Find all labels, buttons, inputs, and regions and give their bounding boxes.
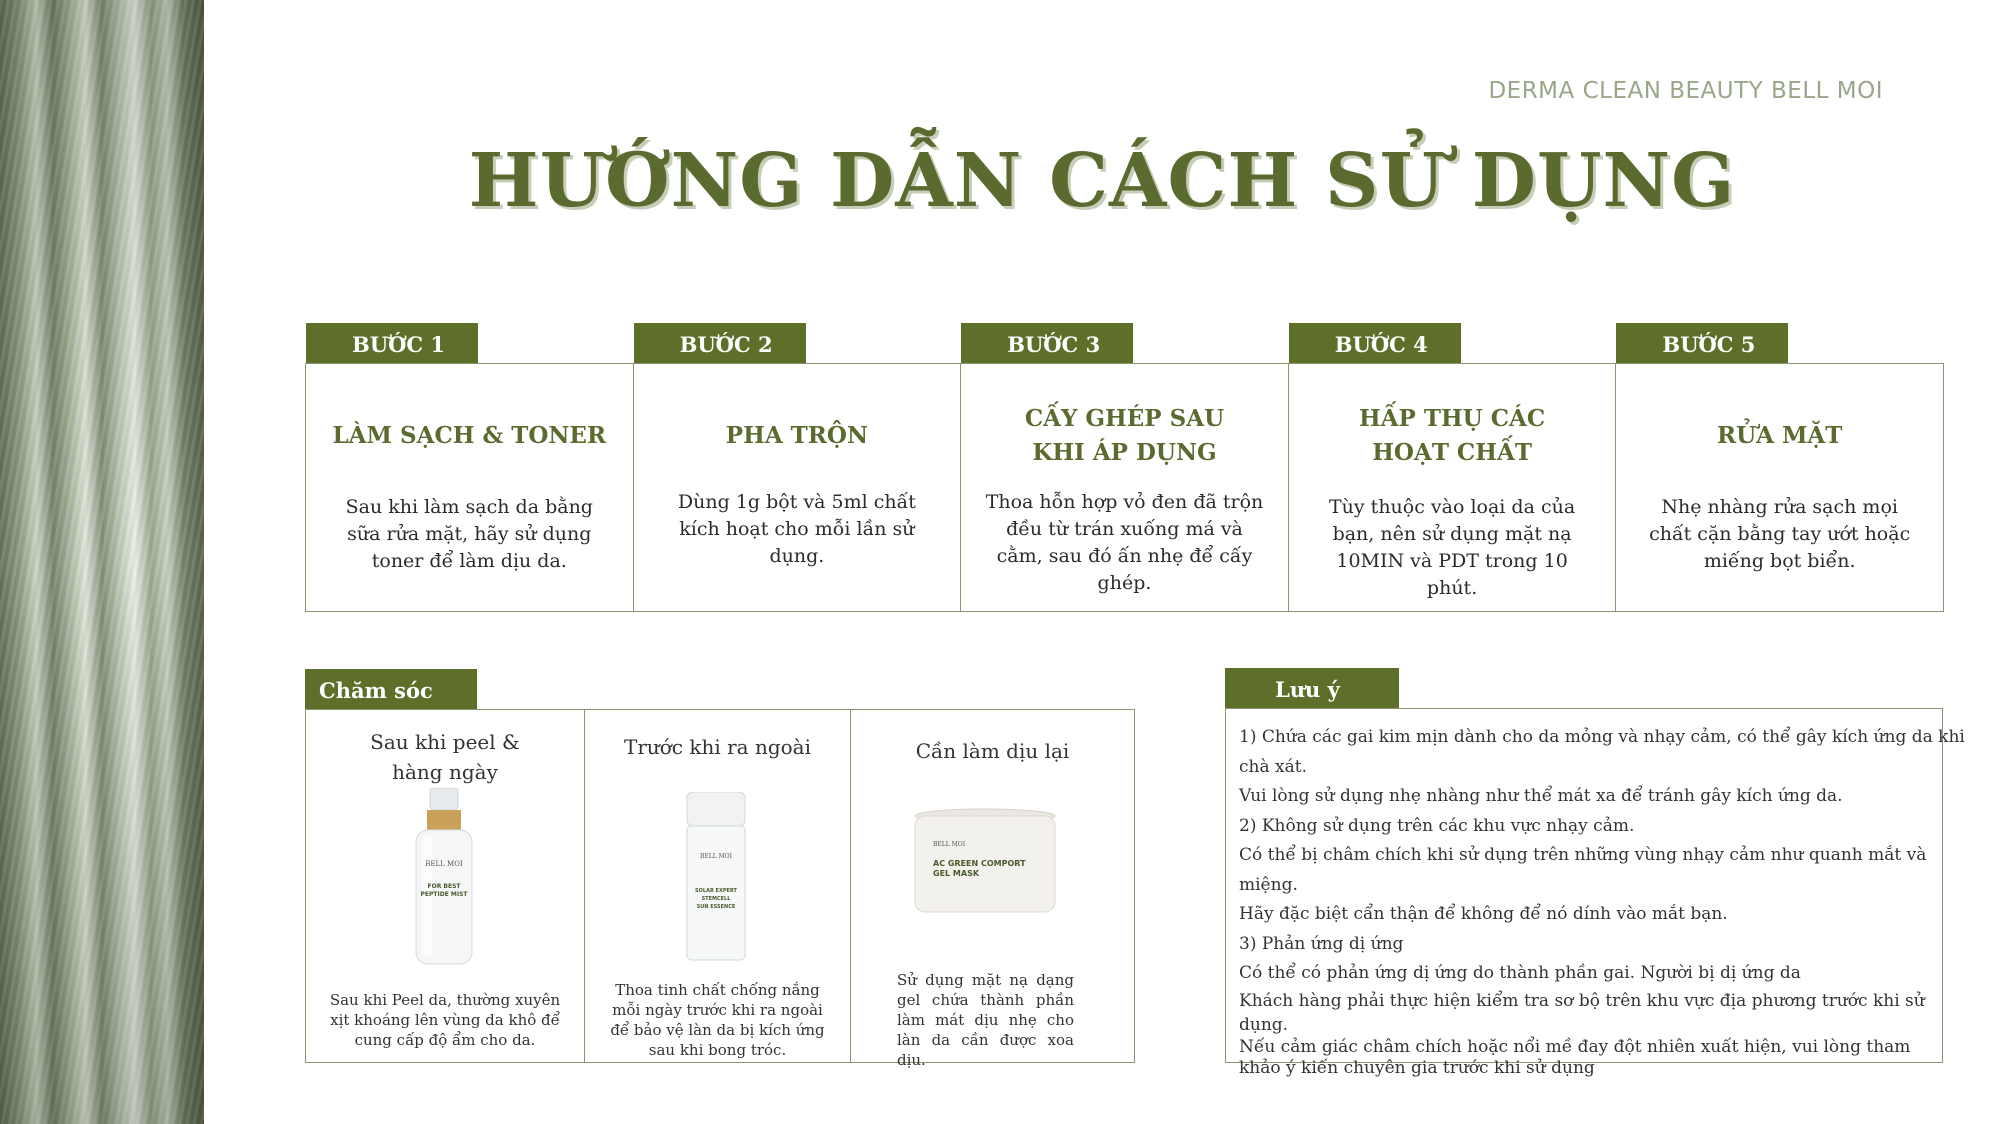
aftercare-col-1-title: Sau khi peel & hàng ngày (370, 730, 520, 784)
step-1-title: LÀM SẠCH & TONER (332, 422, 607, 449)
aftercare-col-2-desc: Thoa tinh chất chống nắng mỗi ngày trước khi ra ngoài để bảo vệ làn da bị kích ứng sau khi bong tróc. (610, 981, 825, 1059)
svg-text:AC GREEN COMPORT: AC GREEN COMPORT (933, 859, 1026, 868)
step-3-title: CẤY GHÉP SAU KHI ÁP DỤNG (1024, 405, 1225, 466)
step-4-title: HẤP THỤ CÁC HOẠT CHẤT (1358, 405, 1546, 466)
note-line: 1) Chứa các gai kim mịn dành cho da mỏng và nhạy cảm, có thể gây kích ứng da khi (1239, 727, 1965, 747)
step-4 (1289, 332, 1617, 611)
note-line: Hãy đặc biệt cẩn thận để không để nó dính vào mắt bạn. (1239, 904, 1728, 924)
step-3 (961, 332, 1289, 611)
gel-mask-jar-image (913, 808, 1057, 920)
step-5-desc: Nhẹ nhàng rửa sạch mọi chất cặn bằng tay ướt hoặc miếng bọt biển. (1649, 496, 1911, 572)
step-4-tab: BƯỚC 4 (1289, 323, 1461, 363)
aftercare-col-3-title: Cần làm dịu lại (915, 739, 1070, 763)
aftercare-col-3-desc: Sử dụng mặt nạ dạng gel chứa thành phần làm mát dịu nhẹ cho làn da cần được xoa dịu. (897, 971, 1074, 1069)
aftercare-col-2-title: Trước khi ra ngoài (623, 735, 812, 759)
svg-text:SUN ESSENCE: SUN ESSENCE (696, 904, 736, 910)
aftercare-panel (305, 678, 1135, 1069)
steps-panel (305, 332, 1944, 612)
notes-panel (1225, 677, 1965, 1078)
note-line: 3) Phản ứng dị ứng (1239, 933, 1404, 954)
step-1-tab: BƯỚC 1 (306, 323, 478, 363)
page-title: HƯỚNG DẪN CÁCH SỬ DỤNG (468, 138, 1736, 224)
svg-text:STEMCELL: STEMCELL (701, 896, 731, 902)
svg-text:BELL MOI: BELL MOI (933, 841, 966, 848)
notes-text (1239, 723, 1965, 1079)
step-5-tab: BƯỚC 5 (1616, 323, 1788, 363)
note-line: Nếu cảm giác châm chích hoặc nổi mề đay đột nhiên xuất hiện, vui lòng tham khảo ý kiến chuyên gia trước khi sử dụng (1239, 1036, 1911, 1078)
note-line: chà xát. (1239, 756, 1307, 777)
note-line: Có thể bị châm chích khi sử dụng trên những vùng nhạy cảm như quanh mắt và (1239, 845, 1927, 865)
step-1-desc: Sau khi làm sạch da bằng sữa rửa mặt, hãy sử dụng toner để làm dịu da. (345, 496, 593, 572)
notes-tab: Lưu ý (1225, 668, 1399, 708)
step-4-desc: Tùy thuộc vào loại da của bạn, nên sử dụng mặt nạ 10MIN và PDT trong 10 phút. (1329, 496, 1576, 599)
svg-text:SOLAR EXPERT: SOLAR EXPERT (695, 888, 737, 894)
svg-text:GEL MASK: GEL MASK (933, 869, 980, 878)
step-5 (1616, 332, 1943, 611)
step-3-tab: BƯỚC 3 (961, 323, 1133, 363)
step-2-tab: BƯỚC 2 (634, 323, 806, 363)
step-2 (634, 332, 962, 611)
note-line: Vui lòng sử dụng nhẹ nhàng như thể mát xa để tránh gây kích ứng da. (1239, 786, 1843, 806)
mist-bottle-image (408, 788, 480, 968)
svg-text:PEPTIDE MIST: PEPTIDE MIST (420, 891, 468, 898)
brand-name: DERMA CLEAN BEAUTY BELL MOI (1488, 78, 1883, 104)
note-line: Có thể có phản ứng dị ứng do thành phần gai. Người bị dị ứng da (1239, 963, 1801, 983)
step-2-desc: Dùng 1g bột và 5ml chất kích hoạt cho mỗi lần sử dụng. (677, 491, 916, 567)
step-2-title: PHA TRỘN (725, 422, 868, 449)
aftercare-col-1-desc: Sau khi Peel da, thường xuyên xịt khoáng lên vùng da khô để cung cấp độ ẩm cho da. (329, 991, 561, 1049)
aftercare-col-1 (306, 710, 585, 1062)
sun-essence-bottle-image (683, 792, 749, 962)
note-line: Khách hàng phải thực hiện kiểm tra sơ bộ trên khu vực địa phương trước khi sử dụng. (1239, 990, 1925, 1035)
note-line: miệng. (1239, 874, 1298, 895)
step-3-desc: Thoa hỗn hợp vỏ đen đã trộn đều từ trán xuống má và cằm, sau đó ấn nhẹ để cấy ghép. (985, 491, 1264, 594)
aftercare-tab: Chăm sóc sau (305, 669, 477, 709)
aftercare-col-3 (851, 710, 1134, 1069)
svg-text:BELL MOI: BELL MOI (699, 853, 733, 860)
step-1 (306, 332, 634, 611)
svg-text:FOR BEST: FOR BEST (427, 883, 461, 890)
aftercare-col-2 (585, 710, 851, 1062)
step-5-title: RỬA MẶT (1716, 422, 1843, 449)
svg-text:BELL MOI: BELL MOI (425, 860, 463, 868)
note-line: 2) Không sử dụng trên các khu vực nhạy cảm. (1239, 815, 1635, 836)
